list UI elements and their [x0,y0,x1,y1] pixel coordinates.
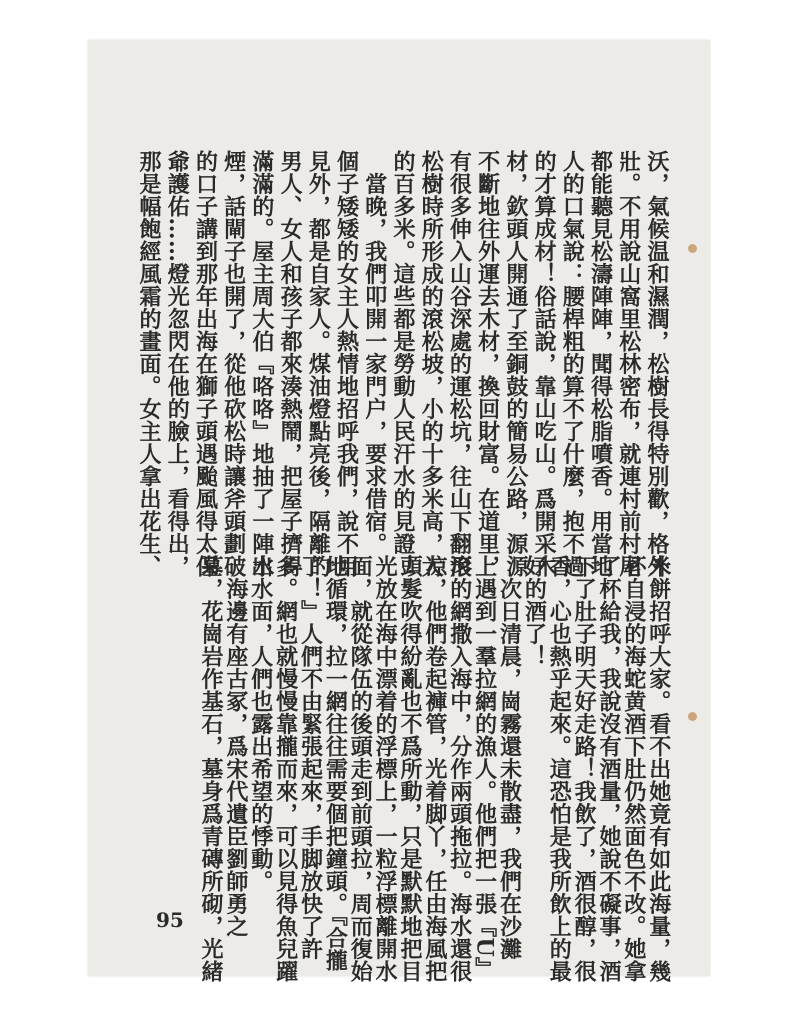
text-column: 光放在海中漂着的浮標上，一粒浮標離開水 [372,555,399,983]
text-column: 見外，都是自家人。煤油燈點亮後，隔離的 [305,150,332,578]
text-column: 地循環，拉一網往往需要個把鐘頭。『合攏 [322,555,349,972]
text-column: 壯。不用說山窩里松林密布，就連村前村尾 [615,150,642,578]
text-column: 的口子講到那年出海在獅子頭遇颱風得太保 [192,150,219,578]
top-text-block [136,150,670,578]
text-column: 面，就從隊伍的後頭走到前頭拉，周而復始 [347,555,374,983]
text-column: 材，欽頭人開通了至銅鼓的簡易公路，源源 [502,150,529,578]
text-column: 了杯給我，我說沒有酒量，她說不礙事，酒 [596,555,622,983]
text-column: 當晚，我們叩開一家門户，要求借宿。 [361,150,388,555]
text-column: 了！』人們不由緊張起來，手脚放快了許 [297,555,324,960]
text-column: 有很多伸入山谷深處的運松坑，往山下翻滾 [446,150,473,578]
text-column: 的百多米。這些都是勞動人民汗水的見證！ [389,150,416,578]
paper-hole-mark [688,244,697,253]
text-column: 上遇到一羣拉網的漁人。他們把一張『U』 [471,555,498,980]
text-column: 墓，花崗岩作基石，墓身爲青磚所砌，光緒 [198,555,224,983]
text-column: 個子矮矮的女主人熱情地招呼我們，說不用 [333,150,360,578]
text-column: 形的網撒入海中，分作兩頭拖拉。海水還很 [446,555,473,983]
text-column: 沃，氣候温和濕潤，松樹長得特別歡，格外 [643,150,670,578]
paper-hole-mark [688,712,697,721]
text-column: 杯自浸的海蛇黄酒下肚仍然面色不改。她拿 [620,555,647,983]
text-column: 不斷地往外運去木材，換回財富。在道里， [474,150,501,578]
text-column: 滿滿的。屋主周大伯『咯咯』地抽了一陣水 [248,150,275,578]
text-column: 下了肚子明天好走路！我飲了，酒很醇，很 [571,555,598,983]
text-column: 人的口氣說：腰桿粗的算不了什麼，抱不過 [559,150,586,578]
text-column: 男人、女人和孩子都來湊熱鬧，把屋子擠得 [277,150,304,578]
page-number: 95 [156,908,184,932]
text-column: 海邊有座古冢，爲宋代遺臣劉師勇之 [222,555,249,938]
text-column: 好的酒了！ [521,555,548,668]
text-column: 都能聽見松濤陣陣，聞得松脂噴香。用當地 [587,150,614,578]
text-column: 的才算成材！俗話說，靠山吃山。爲開采木 [531,150,558,578]
text-column: 米餅招呼大家。看不出她竟有如此海量，幾 [645,555,672,983]
text-column: 凉，他們卷起褲管，光着脚丫，任由海風把 [421,555,448,983]
text-column: 松樹時所形成的滾松坡，小的十多米高，大 [418,150,445,578]
text-column: 出水面，人們也露出希望的悸動。 [247,555,274,893]
text-column: 次日清晨，崗霧還未散盡，我們在沙灘 [496,555,523,960]
text-column: 那是幅飽經風霜的畫面。女主人拿出花生、 [136,150,162,578]
text-column: 多。網也就慢慢靠攏而來，可以見得魚兒躍 [272,555,299,983]
text-column: 爺護佑……燈光忽閃在他的臉上，看得出， [164,150,191,578]
text-column: 煙，話閘子也開了，從他砍松時讓斧頭劃破 [220,150,247,578]
text-column: 香，心也熱乎起來。這恐怕是我所飲上的最 [546,555,573,983]
text-column: 頭髮吹得紛亂也不爲所動，只是默默地把目 [397,555,423,983]
bottom-text-block [198,555,672,983]
